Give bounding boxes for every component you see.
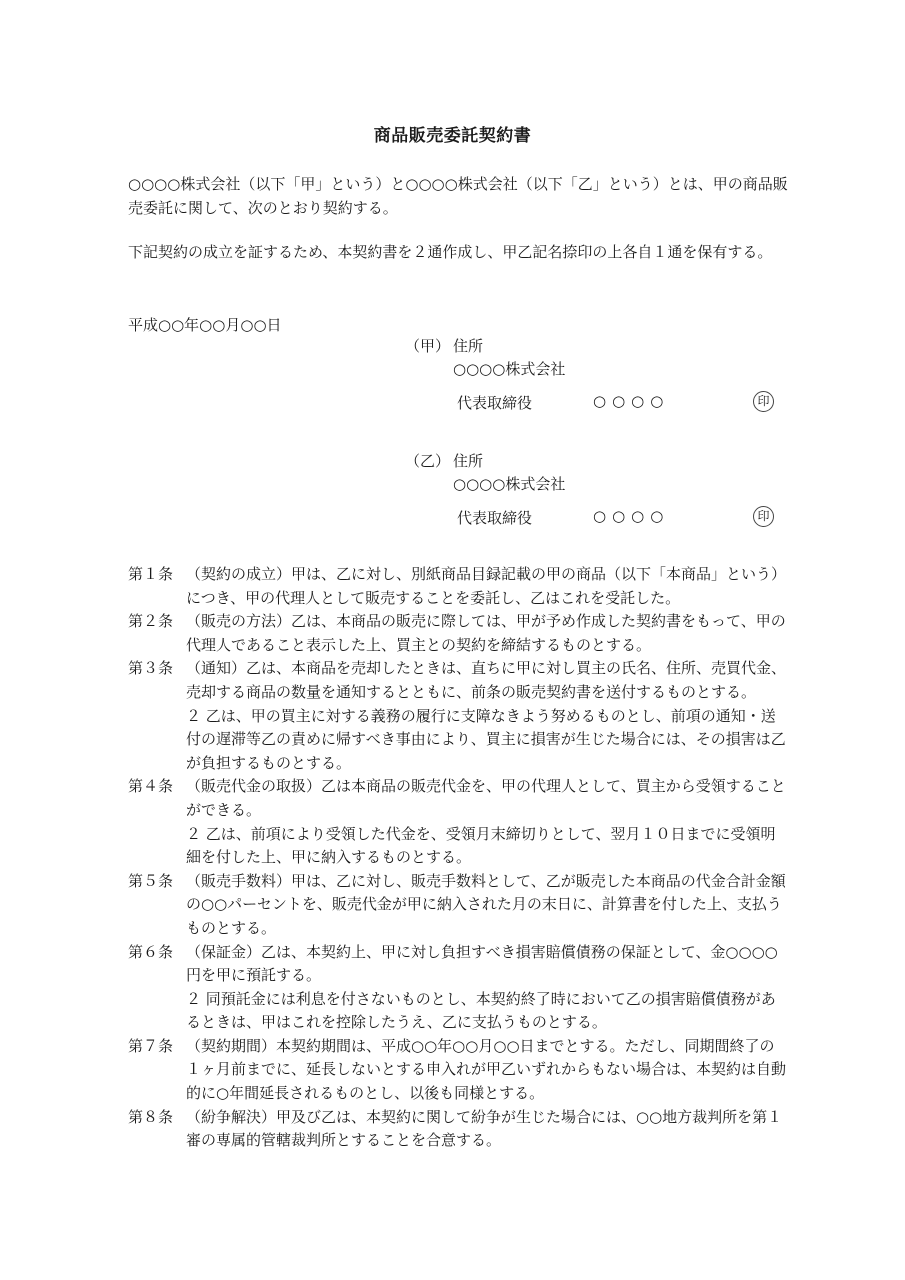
article-4 [128,775,788,822]
party-tag: （乙） [405,452,451,470]
article-7 [128,1035,788,1106]
article-label: 第７条 [128,1036,174,1055]
article-label: 第４条 [128,777,174,796]
article-2 [128,610,788,657]
article-6 [128,941,788,988]
article-5 [128,870,788,941]
article-text: （販売代金の取扱）乙は本商品の販売代金を、甲の代理人として、買主から受領することができる。 [186,777,786,819]
representative-role: 代表取締役 [457,509,533,527]
article-3-paragraph-2: ２ 乙は、甲の買主に対する義務の履行に支障なきよう努めるものとし、前項の通知・送付の遅滞等乙の責めに帰すべき事由により、買主に損害が生じた場合には、その損害は乙が負担するものとする。 [186,706,786,772]
article-text: （契約の成立）甲は、乙に対し、別紙商品目録記載の甲の商品（以下「本商品」という）につき、甲の代理人として販売することを委託し、乙はこれを受託した。 [186,565,787,607]
witness-paragraph: 下記契約の成立を証するため、本契約書を２通作成し、甲乙記名捺印の上各自１通を保有する。 [128,243,773,261]
article-text: （販売の方法）乙は、本商品の販売に際しては、甲が予め作成した契約書をもって、甲の代理人であること表示した上、買主との契約を締結するものとする。 [186,612,786,654]
seal-icon: 印 [753,506,774,527]
company-name: ○○○○株式会社 [453,360,566,378]
party-otsu [405,450,795,540]
representative-name: ○○○○ [593,507,670,525]
article-text: （販売手数料）甲は、乙に対し、販売手数料として、乙が販売した本商品の代金合計金額の○○パーセントを、販売代金が甲に納入された月の末日に、計算書を付した上、支払うものとする。 [186,871,786,937]
representative-name: ○○○○ [593,392,670,410]
article-label: 第１条 [128,565,174,583]
article-8 [128,1106,788,1153]
address-label: 住所 [453,452,484,470]
intro-paragraph: ○○○○株式会社（以下「甲」という）と○○○○株式会社（以下「乙」という）とは、甲の商品販売委託に関して、次のとおり契約する。 [128,175,788,217]
article-label: 第２条 [128,612,174,631]
article-label: 第６条 [128,942,174,961]
article-3 [128,657,788,704]
article-text: （紛争解決）甲及び乙は、本契約に関して紛争が生じた場合には、○○地方裁判所を第１審の専属的管轄裁判所とすることを合意する。 [186,1107,783,1150]
article-4-paragraph-2: ２ 乙は、前項により受領した代金を、受領月末締切りとして、翌月１０日までに受領明細を付した上、甲に納入するものとする。 [186,824,776,867]
seal-icon: 印 [753,391,774,412]
article-label: 第５条 [128,871,174,890]
party-tag: （甲） [405,337,451,355]
contract-date: 平成○○年○○月○○日 [128,316,282,334]
article-6-paragraph-2: ２ 同預託金には利息を付さないものとし、本契約終了時において乙の損害賠償債務があるときは、甲はこれを控除したうえ、乙に支払うものとする。 [186,989,776,1032]
article-text: （契約期間）本契約期間は、平成○○年○○月○○日までとする。ただし、同期間終了の１ヶ月前までに、延長しないとする申入れが甲乙いずれからもない場合は、本契約は自動的に○年間延長されるものとし、以後も同様とする。 [186,1036,787,1103]
article-label: 第８条 [128,1107,174,1126]
articles-list [128,563,788,1153]
article-1 [128,563,788,610]
company-name: ○○○○株式会社 [453,475,566,493]
representative-role: 代表取締役 [457,394,533,412]
address-label: 住所 [453,337,484,355]
article-text: （通知）乙は、本商品を売却したときは、直ちに甲に対し買主の氏名、住所、売買代金、売却する商品の数量を通知するとともに、前条の販売契約書を送付するものとする。 [186,659,787,701]
article-text: （保証金）乙は、本契約上、甲に対し負担すべき損害賠償債務の保証として、金○○○○円を甲に預託する。 [186,942,778,985]
article-label: 第３条 [128,659,174,678]
party-kou [405,335,795,425]
document-title: 商品販売委託契約書 [373,126,532,146]
